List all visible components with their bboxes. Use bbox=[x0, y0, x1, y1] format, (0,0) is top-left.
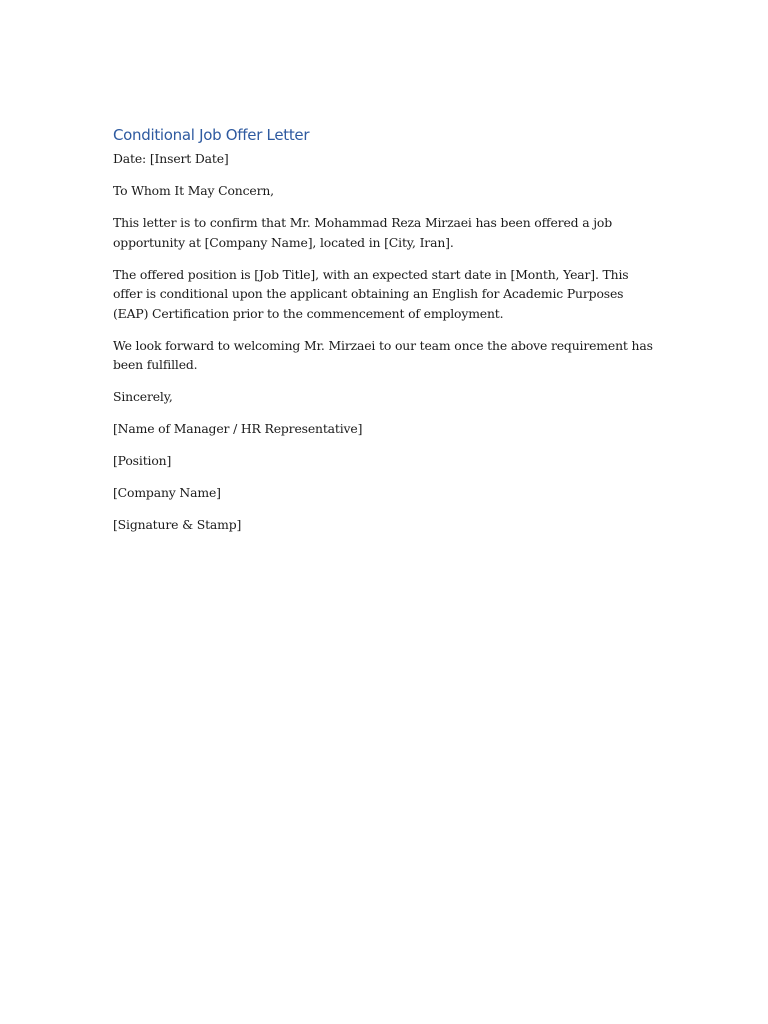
closing: Sincerely, bbox=[113, 389, 173, 404]
paragraph-welcome: We look forward to welcoming Mr. Mirzaei to our team once the above requirement has been fulfilled. bbox=[113, 337, 653, 372]
date-line: Date: [Insert Date] bbox=[113, 151, 229, 166]
letter-body bbox=[113, 124, 658, 547]
paragraph-conditions: The offered position is [Job Title], with an expected start date in [Month, Year]. This offer is conditional upon the applicant obtaining an English for Academic Purposes (EAP) Certification prior to the commencement of employment. bbox=[113, 266, 629, 321]
signature-placeholder: [Signature & Stamp] bbox=[113, 517, 242, 532]
paragraph-confirmation: This letter is to confirm that Mr. Mohammad Reza Mirzaei has been offered a job opportunity at [Company Name], located in [City, Iran]. bbox=[113, 215, 613, 250]
signer-company: [Company Name] bbox=[113, 485, 221, 500]
signer-position: [Position] bbox=[113, 453, 172, 468]
salutation: To Whom It May Concern, bbox=[113, 183, 274, 198]
letter-title: Conditional Job Offer Letter bbox=[113, 126, 310, 144]
signer-name: [Name of Manager / HR Representative] bbox=[113, 421, 363, 436]
